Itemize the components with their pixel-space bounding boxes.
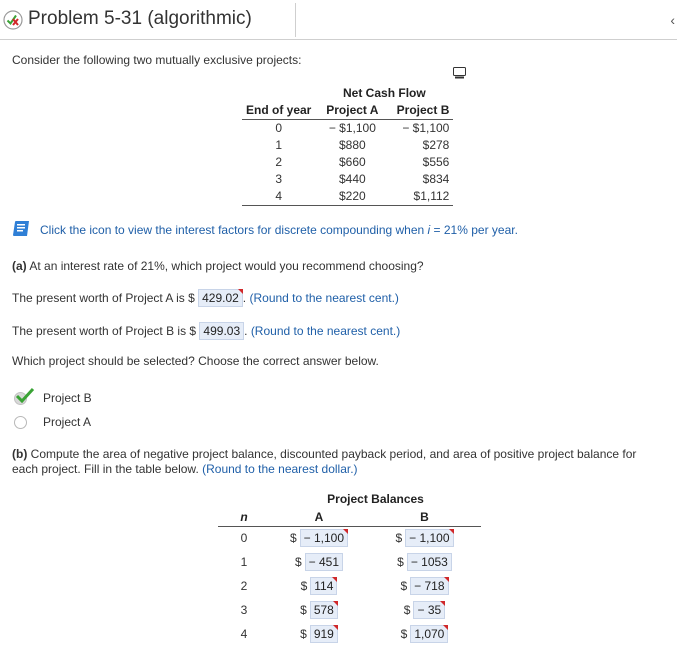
incorrect-flag-icon <box>443 625 448 630</box>
table-row: 3 $ 578 $ − 35 <box>218 598 481 622</box>
balance-a-input[interactable]: − 451 <box>305 553 343 571</box>
scroll-caret-icon[interactable]: ‹ <box>670 12 675 28</box>
project-balances-header: Project Balances <box>327 492 424 506</box>
incorrect-flag-icon <box>238 289 243 294</box>
balance-b-input[interactable]: − 1,100 <box>405 529 453 547</box>
incorrect-flag-icon <box>333 601 338 606</box>
partial-credit-icon <box>3 10 23 30</box>
checkmark-icon <box>15 387 35 403</box>
part-b-line-1: (b) Compute the area of negative project balance, discounted payback period, and area of positive project balance for <box>12 447 637 461</box>
col-header-b: B <box>368 508 481 526</box>
col-header-a: A <box>270 508 368 526</box>
table-row: 1 $ − 451 $ − 1053 <box>218 550 481 574</box>
incorrect-flag-icon <box>444 577 449 582</box>
balance-b-input[interactable]: 1,070 <box>410 625 448 643</box>
problem-title-box <box>0 3 296 37</box>
collapse-icon[interactable] <box>453 67 466 79</box>
balance-b-input[interactable]: − 1053 <box>407 553 452 571</box>
pw-project-b-answer[interactable]: 499.03 <box>199 322 244 340</box>
table-row: 2 $660 $556 <box>275 155 450 169</box>
pw-project-a-answer[interactable]: 429.02 <box>198 289 243 307</box>
part-b-line-2: each project. Fill in the table below. (Round to the nearest dollar.) <box>12 462 358 476</box>
incorrect-flag-icon <box>333 625 338 630</box>
table-row: 2 $ 114 $ − 718 <box>218 574 481 598</box>
incorrect-flag-icon <box>343 529 348 534</box>
table-row: 4 $ 919 $ 1,070 <box>218 622 481 646</box>
incorrect-flag-icon <box>440 601 445 606</box>
pw-project-b-line: The present worth of Project B is $ 499.03 . (Round to the nearest cent.) <box>12 324 401 338</box>
incorrect-flag-icon <box>332 577 337 582</box>
title-bar <box>0 0 677 40</box>
table-row: 0 $ − 1,100 $ − 1,100 <box>218 526 481 550</box>
part-a-question: (a) At an interest rate of 21%, which project would you recommend choosing? <box>12 259 424 273</box>
table-row: 0 − $1,100 − $1,100 <box>275 121 450 135</box>
balance-a-input[interactable]: 919 <box>310 625 338 643</box>
reference-book-icon[interactable] <box>12 220 34 238</box>
col-header-project-b: Project B <box>389 102 453 120</box>
incorrect-flag-icon <box>449 529 454 534</box>
net-cash-flow-header: Net Cash Flow <box>343 86 426 100</box>
select-prompt: Which project should be selected? Choose the correct answer below. <box>12 354 379 368</box>
cash-flow-table <box>242 85 453 206</box>
interest-factors-link[interactable]: Click the icon to view the interest factors for discrete compounding when i = 21% per year. <box>40 223 518 237</box>
pw-project-a-line: The present worth of Project A is $ 429.02 . (Round to the nearest cent.) <box>12 291 399 305</box>
col-header-n: n <box>218 508 270 526</box>
intro-text: Consider the following two mutually exclusive projects: <box>12 53 302 67</box>
balance-b-input[interactable]: − 718 <box>410 577 448 595</box>
table-row: 4 $220 $1,112 <box>242 188 453 206</box>
balance-a-input[interactable]: − 1,100 <box>300 529 348 547</box>
balance-a-input[interactable]: 114 <box>310 577 337 595</box>
table-row: 3 $440 $834 <box>275 172 450 186</box>
table-row: 1 $880 $278 <box>275 138 450 152</box>
balance-b-input[interactable]: − 35 <box>413 601 445 619</box>
radio-button[interactable] <box>14 416 27 429</box>
col-header-project-a: Project A <box>315 102 389 120</box>
col-header-end-of-year: End of year <box>242 102 315 120</box>
page-title: Problem 5-31 (algorithmic) <box>28 8 252 29</box>
balance-a-input[interactable]: 578 <box>310 601 338 619</box>
project-balances-table <box>218 490 481 646</box>
